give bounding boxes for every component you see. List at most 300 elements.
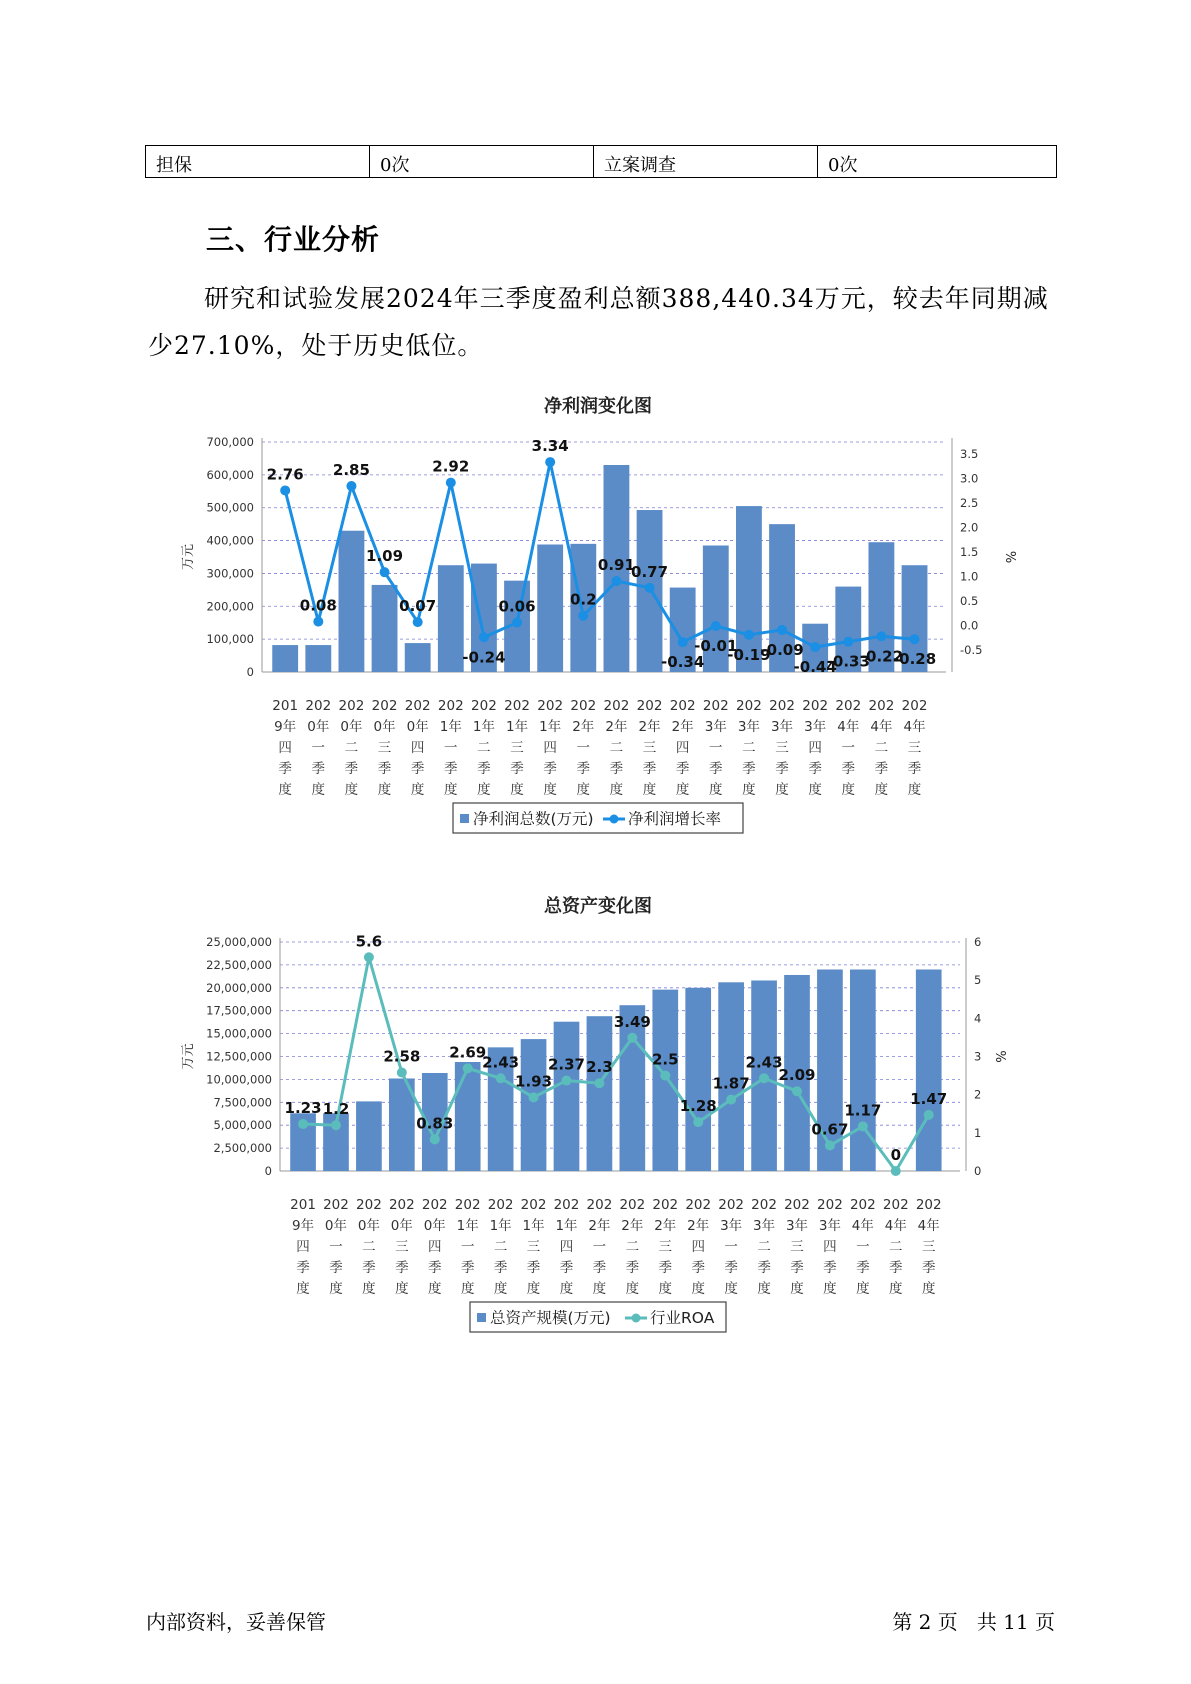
y2-tick-label: 6 [974,935,982,949]
y-tick-label: 500,000 [206,500,254,515]
bar [455,1062,481,1171]
x-tick-label: 度 [444,782,458,798]
y-axis-label: 万元 [181,543,196,571]
x-tick-label: 202 [603,698,630,714]
x-tick-label: 202 [882,1197,909,1213]
x-tick-label: 季 [410,761,425,777]
x-tick-label: 度 [841,782,856,798]
x-tick-label: 3年 [704,719,727,735]
legend-bar-label: 净利润总数(万元) [473,810,594,828]
x-tick-label: 季 [296,1260,310,1276]
x-tick-label: 三 [395,1239,409,1255]
net-profit-chart-svg [0,390,1191,845]
x-tick-label: 季 [856,1260,870,1276]
y2-tick-label: 0.0 [960,618,979,633]
line-point [430,1134,440,1144]
x-tick-label: 三 [907,740,922,756]
x-tick-label: 3年 [753,1218,776,1234]
y-tick-label: 25,000,000 [206,935,272,949]
x-tick-label: 度 [526,1281,541,1297]
x-tick-label: 202 [520,1197,547,1213]
line-point [924,1110,934,1120]
bar [305,645,331,672]
legend-line-marker [610,815,619,824]
x-tick-label: 季 [841,761,856,777]
x-tick-label: 季 [510,761,524,777]
table-cell: 立案调查 [594,146,818,178]
line-point [578,611,588,621]
x-tick-label: 二 [362,1239,376,1255]
x-tick-label: 202 [835,698,862,714]
x-tick-label: 季 [609,761,624,777]
data-label: -0.33 [826,652,870,671]
x-tick-label: 二 [493,1239,508,1255]
x-tick-label: 202 [323,1197,349,1213]
y2-tick-label: 2.0 [960,520,979,535]
y-tick-label: 100,000 [206,632,254,647]
x-tick-label: 季 [460,1260,475,1276]
total-assets-chart-svg [0,888,1191,1343]
data-label: 0.67 [811,1120,849,1139]
x-tick-label: 四 [808,740,822,756]
x-tick-label: 202 [849,1197,876,1213]
y-tick-label: 20,000,000 [206,980,272,995]
x-tick-label: 2年 [572,719,595,735]
x-tick-label: 季 [362,1260,376,1276]
x-tick-label: 2年 [638,719,661,735]
bar [272,645,298,672]
x-tick-label: 度 [889,1281,903,1297]
x-tick-label: 3年 [818,1218,841,1234]
x-tick-label: 一 [841,740,856,756]
data-label: 2.58 [383,1047,421,1066]
legend-line-label: 净利润增长率 [628,810,722,828]
data-label: 1.09 [366,547,404,566]
x-tick-label: 度 [609,782,624,798]
x-tick-label: 202 [371,698,398,714]
x-tick-label: 202 [305,698,332,714]
x-tick-label: 0年 [357,1218,380,1234]
data-label: 2.3 [586,1058,613,1077]
x-tick-label: 一 [724,1239,738,1255]
line-point [825,1140,835,1150]
x-tick-label: 季 [889,1260,903,1276]
y2-tick-label: 3.5 [960,447,979,462]
line-point [380,567,390,577]
x-tick-label: 202 [718,1197,745,1213]
y2-tick-label: -0.5 [960,642,983,657]
y-tick-label: 22,500,000 [206,957,272,972]
table-cell: 担保 [146,146,370,178]
x-tick-label: 季 [559,1260,574,1276]
x-tick-label: 度 [344,782,359,798]
x-tick-label: 202 [537,698,564,714]
x-tick-label: 度 [808,782,822,798]
x-tick-label: 三 [510,740,524,756]
x-tick-label: 度 [856,1281,870,1297]
line-point [792,1086,802,1096]
x-tick-label: 2年 [687,1218,710,1234]
data-label: 1.2 [322,1100,350,1119]
line-point [594,1078,604,1088]
x-tick-label: 度 [709,782,723,798]
x-tick-label: 季 [757,1260,771,1276]
line-point [645,583,655,593]
data-label: 0.06 [498,597,536,616]
x-tick-label: 度 [395,1281,409,1297]
bar [438,565,464,672]
line-point [397,1068,407,1078]
x-tick-label: 季 [428,1260,442,1276]
x-tick-label: 0年 [340,719,363,735]
x-tick-label: 201 [290,1197,316,1213]
x-tick-label: 2年 [671,719,694,735]
line-point [512,618,522,628]
x-tick-label: 度 [757,1281,771,1297]
x-tick-label: 三 [921,1239,936,1255]
x-tick-label: 三 [790,1239,804,1255]
x-tick-label: 度 [592,1281,607,1297]
x-tick-label: 202 [669,698,696,714]
data-label: -0.28 [892,650,937,669]
line-point [726,1095,736,1105]
x-tick-label: 一 [592,1239,607,1255]
legend-bar-label: 总资产规模(万元) [490,1309,611,1327]
x-tick-label: 季 [625,1260,640,1276]
bar [916,969,942,1171]
y2-tick-label: 3 [974,1049,982,1064]
data-label: 2.09 [778,1066,816,1085]
x-tick-label: 3年 [720,1218,743,1234]
bar [356,1101,382,1171]
data-label: 2.69 [449,1043,487,1062]
x-tick-label: 季 [344,761,359,777]
y-tick-label: 12,500,000 [206,1049,272,1064]
x-tick-label: 季 [543,761,557,777]
y-tick-label: 700,000 [206,435,254,449]
y-tick-label: 7,500,000 [213,1095,272,1110]
x-tick-label: 季 [377,761,392,777]
x-tick-label: 季 [526,1260,541,1276]
x-tick-label: 201 [272,698,299,714]
x-tick-label: 202 [817,1197,843,1213]
data-label: 1.87 [712,1074,750,1093]
bar [372,585,398,672]
x-tick-label: 三 [642,740,657,756]
line-point [545,457,555,467]
data-label: 0 [890,1146,902,1164]
line-point [561,1076,571,1086]
section-heading: 三、行业分析 [206,223,381,256]
x-tick-label: 202 [751,1197,777,1213]
data-label: 2.92 [432,457,470,476]
data-label: 2.37 [547,1055,585,1074]
x-tick-label: 度 [543,782,557,798]
x-tick-label: 202 [868,698,895,714]
x-tick-label: 三 [658,1239,673,1255]
x-tick-label: 度 [362,1281,376,1297]
data-label: -0.09 [760,640,804,659]
x-tick-label: 202 [454,1197,481,1213]
x-tick-label: 4年 [884,1218,907,1234]
data-label: 0.07 [399,597,437,616]
y-tick-label: 17,500,000 [206,1003,272,1018]
y-tick-label: 0 [264,1164,272,1178]
table-cell: 0次 [818,146,1057,178]
x-tick-label: 9年 [292,1218,315,1234]
x-tick-label: 202 [404,698,431,714]
x-tick-label: 季 [675,761,690,777]
x-tick-label: 四 [543,740,557,756]
x-tick-label: 0年 [406,719,429,735]
y2-tick-label: 1.5 [960,545,979,560]
y-tick-label: 200,000 [206,599,254,614]
x-tick-label: 度 [658,1281,673,1297]
line-point [463,1063,473,1073]
x-tick-label: 202 [421,1197,448,1213]
y-tick-label: 2,500,000 [213,1141,272,1156]
y-tick-label: 5,000,000 [213,1118,272,1133]
x-tick-label: 202 [619,1197,646,1213]
x-tick-label: 度 [559,1281,574,1297]
x-tick-label: 一 [444,740,458,756]
x-tick-label: 季 [658,1260,673,1276]
data-label: 1.28 [679,1097,717,1116]
y-tick-label: 10,000,000 [206,1072,272,1087]
y2-tick-label: 2 [974,1087,982,1102]
x-tick-label: 一 [856,1239,870,1255]
x-tick-label: 202 [471,698,497,714]
line-point [446,478,456,488]
line-point [611,576,621,586]
x-tick-label: 季 [477,761,491,777]
x-tick-label: 二 [609,740,624,756]
data-label: 3.49 [613,1012,651,1031]
bar [339,531,365,672]
line-point [843,637,853,647]
x-tick-label: 1年 [555,1218,578,1234]
footer-page-number: 第 2 页 共 11 页 [892,1610,1055,1634]
x-tick-label: 季 [329,1260,343,1276]
bar [685,988,711,1171]
x-tick-label: 1年 [472,719,495,735]
x-tick-label: 一 [576,740,591,756]
x-tick-label: 季 [775,761,789,777]
x-tick-label: 季 [592,1260,607,1276]
data-label: 0.77 [631,562,669,581]
line-point [810,642,820,652]
data-label: 0.2 [570,590,597,609]
data-label: 2.5 [651,1050,679,1069]
x-tick-label: 季 [921,1260,936,1276]
y-tick-label: 300,000 [206,566,254,581]
y-tick-label: 600,000 [206,467,254,482]
x-tick-label: 三 [775,740,789,756]
x-tick-label: 度 [329,1281,343,1297]
line-point [910,634,920,644]
y2-tick-label: 0.5 [960,594,979,609]
x-tick-label: 0年 [423,1218,446,1234]
x-tick-label: 季 [724,1260,738,1276]
x-tick-label: 度 [428,1281,442,1297]
data-label: 1.23 [284,1099,322,1118]
x-tick-label: 四 [278,740,292,756]
y2-tick-label: 1 [974,1125,982,1140]
x-tick-label: 度 [625,1281,640,1297]
net-profit-chart [0,390,1191,849]
x-tick-label: 度 [311,782,326,798]
data-label: 1.17 [844,1101,882,1120]
chart-title: 总资产变化图 [544,896,652,917]
x-tick-label: 202 [504,698,530,714]
total-assets-chart [0,888,1191,1347]
x-tick-label: 0年 [307,719,330,735]
data-label: 3.34 [531,437,569,456]
data-label: 1.93 [515,1072,553,1091]
x-tick-label: 季 [311,761,326,777]
data-label: -0.44 [793,658,837,677]
x-tick-label: 202 [901,698,928,714]
x-tick-label: 度 [691,1281,705,1297]
x-tick-label: 2年 [588,1218,611,1234]
x-tick-label: 季 [823,1260,837,1276]
x-tick-label: 四 [410,740,425,756]
x-tick-label: 202 [356,1197,382,1213]
line-point [313,617,323,627]
x-tick-label: 202 [769,698,795,714]
x-tick-label: 2年 [605,719,628,735]
x-tick-label: 202 [702,698,729,714]
data-label: 0.83 [416,1114,454,1133]
x-tick-label: 4年 [837,719,860,735]
data-label: 5.6 [355,932,383,951]
y2-tick-label: 3.0 [960,471,979,486]
x-tick-label: 202 [652,1197,679,1213]
line-point [744,630,754,640]
x-tick-label: 度 [823,1281,837,1297]
x-tick-label: 202 [388,1197,415,1213]
line-point [364,952,374,962]
legend-bar-swatch [477,1313,486,1322]
line-point [479,632,489,642]
table-cell: 0次 [370,146,594,178]
line-point [858,1121,868,1131]
x-tick-label: 度 [724,1281,738,1297]
x-tick-label: 季 [907,761,922,777]
x-tick-label: 度 [775,782,789,798]
x-tick-label: 度 [675,782,690,798]
legend-line-marker [632,1314,641,1323]
line-point [280,485,290,495]
y-tick-label: 400,000 [206,533,254,548]
x-tick-label: 202 [685,1197,712,1213]
x-tick-label: 二 [889,1239,903,1255]
x-tick-label: 二 [477,740,491,756]
footer-confidential: 内部资料，妥善保管 [146,1610,326,1634]
x-tick-label: 一 [329,1239,343,1255]
line-point [876,631,886,641]
line-point [298,1119,308,1129]
x-tick-label: 季 [493,1260,508,1276]
x-tick-label: 1年 [506,719,529,735]
chart-title: 净利润变化图 [544,396,652,417]
x-tick-label: 9年 [274,719,297,735]
x-tick-label: 度 [921,1281,936,1297]
y2-tick-label: 4 [974,1011,982,1026]
x-tick-label: 度 [278,782,292,798]
x-tick-label: 4年 [870,719,893,735]
table-row [146,146,1057,178]
legend-bar-swatch [460,814,469,823]
x-tick-label: 202 [802,698,829,714]
x-tick-label: 2年 [621,1218,644,1234]
data-label: -0.01 [694,637,738,655]
x-tick-label: 3年 [804,719,827,735]
x-tick-label: 度 [460,1281,475,1297]
x-tick-label: 季 [691,1260,705,1276]
line-point [496,1073,506,1083]
x-tick-label: 1年 [456,1218,479,1234]
bar [554,1022,580,1171]
line-point [759,1073,769,1083]
bar [537,545,563,672]
x-tick-label: 二 [874,740,889,756]
x-tick-label: 1年 [539,719,562,735]
x-tick-label: 202 [553,1197,580,1213]
x-tick-label: 202 [586,1197,613,1213]
x-tick-label: 202 [736,698,762,714]
line-point [627,1033,637,1043]
x-tick-label: 202 [915,1197,942,1213]
x-tick-label: 0年 [373,719,396,735]
x-tick-label: 度 [377,782,392,798]
data-label: 0.08 [299,596,337,615]
line-point [529,1092,539,1102]
line-point [660,1071,670,1081]
y-axis-label: 万元 [181,1043,196,1070]
x-tick-label: 季 [742,761,756,777]
x-tick-label: 202 [437,698,464,714]
x-tick-label: 4年 [903,719,926,735]
x-tick-label: 一 [460,1239,475,1255]
x-tick-label: 季 [576,761,591,777]
x-tick-label: 1年 [489,1218,512,1234]
data-label: 1.47 [910,1089,948,1108]
x-tick-label: 季 [444,761,458,777]
x-tick-label: 季 [808,761,822,777]
y-tick-label: 0 [246,665,254,679]
x-tick-label: 季 [790,1260,804,1276]
x-tick-label: 度 [410,782,425,798]
x-tick-label: 四 [823,1239,837,1255]
x-tick-label: 二 [742,740,756,756]
line-point [711,621,721,631]
x-tick-label: 度 [874,782,889,798]
x-tick-label: 二 [757,1239,771,1255]
x-tick-label: 四 [296,1239,310,1255]
x-tick-label: 三 [377,740,392,756]
line-point [891,1166,901,1176]
line-point [346,481,356,491]
legend-line-label: 行业ROA [650,1309,715,1327]
x-tick-label: 一 [709,740,723,756]
data-label: -0.22 [859,647,904,666]
y2-axis-label: % [992,1050,1007,1063]
x-tick-label: 度 [742,782,756,798]
y-tick-label: 15,000,000 [206,1026,272,1041]
x-tick-label: 度 [907,782,922,798]
bar [405,643,431,672]
